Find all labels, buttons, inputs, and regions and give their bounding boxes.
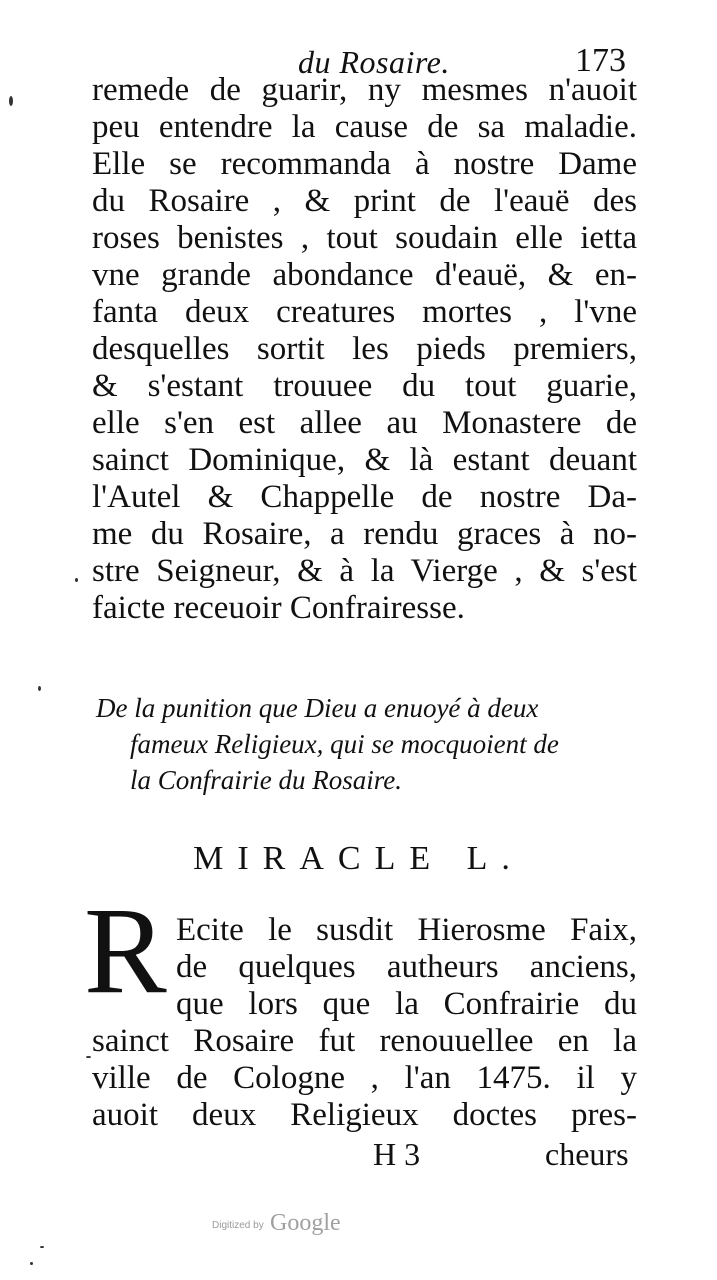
text-line: faicte receuoir Confrairesse. [92, 590, 465, 626]
section-heading-line: la Confrairie du Rosaire. [130, 765, 403, 795]
google-logo: Google [270, 1210, 341, 1236]
paragraph [92, 912, 637, 1134]
scan-speck [40, 1246, 44, 1248]
text-line: Elle se recommanda à nostre Dame [92, 146, 637, 182]
text-line: & s'estant trouuee du tout guarie, [92, 368, 637, 404]
text-line: Ecite le susdit Hierosme Faix, [176, 912, 637, 948]
digitized-watermark [212, 1210, 412, 1240]
page-foot [0, 1136, 717, 1176]
text-line: du Rosaire , & print de l'eauë des [92, 183, 637, 219]
catchword: cheurs [545, 1136, 629, 1172]
miracle-title: MIRACLE L. [193, 840, 524, 877]
digitized-by-label: Digitized by [212, 1220, 264, 1231]
text-line: elle s'en est allee au Monastere de [92, 405, 637, 441]
text-line: me du Rosaire, a rendu graces à no- [92, 516, 637, 552]
scan-speck [9, 96, 13, 106]
body-text [92, 72, 637, 627]
section-heading [96, 690, 636, 798]
scan-speck [86, 1056, 91, 1058]
scan-speck [38, 686, 41, 691]
running-title: du Rosaire. [298, 44, 450, 80]
text-line: stre Seigneur, & à la Vierge , & s'est [92, 553, 637, 589]
page-number: 173 [575, 42, 626, 79]
text-line: sainct Rosaire fut renouuellee en la [92, 1023, 637, 1059]
text-line: desquelles sortit les pieds premiers, [92, 331, 637, 367]
signature-mark: H 3 [373, 1136, 421, 1172]
text-line: remede de guarir, ny mesmes n'auoit [92, 72, 637, 108]
text-line: sainct Dominique, & là estant deuant [92, 442, 637, 478]
text-line: l'Autel & Chappelle de nostre Da- [92, 479, 637, 515]
section-heading-line: fameux Religieux, qui se mocquoient de [130, 729, 559, 759]
text-line: fanta deux creatures mortes , l'vne [92, 294, 637, 330]
text-line: ville de Cologne , l'an 1475. il y [92, 1060, 637, 1096]
scan-speck [75, 578, 78, 582]
text-line: peu entendre la cause de sa maladie. [92, 109, 637, 145]
text-line: auoit deux Religieux doctes pres- [92, 1097, 637, 1133]
text-line: de quelques autheurs anciens, [176, 949, 637, 985]
drop-cap: R [84, 882, 167, 1019]
section-heading-line: De la punition que Dieu a enuoyé à deux [96, 693, 539, 723]
scan-speck [30, 1262, 33, 1265]
text-line: vne grande abondance d'eauë, & en- [92, 257, 637, 293]
text-line: roses benistes , tout soudain elle ietta [92, 220, 637, 256]
text-line: que lors que la Confrairie du [176, 986, 637, 1022]
